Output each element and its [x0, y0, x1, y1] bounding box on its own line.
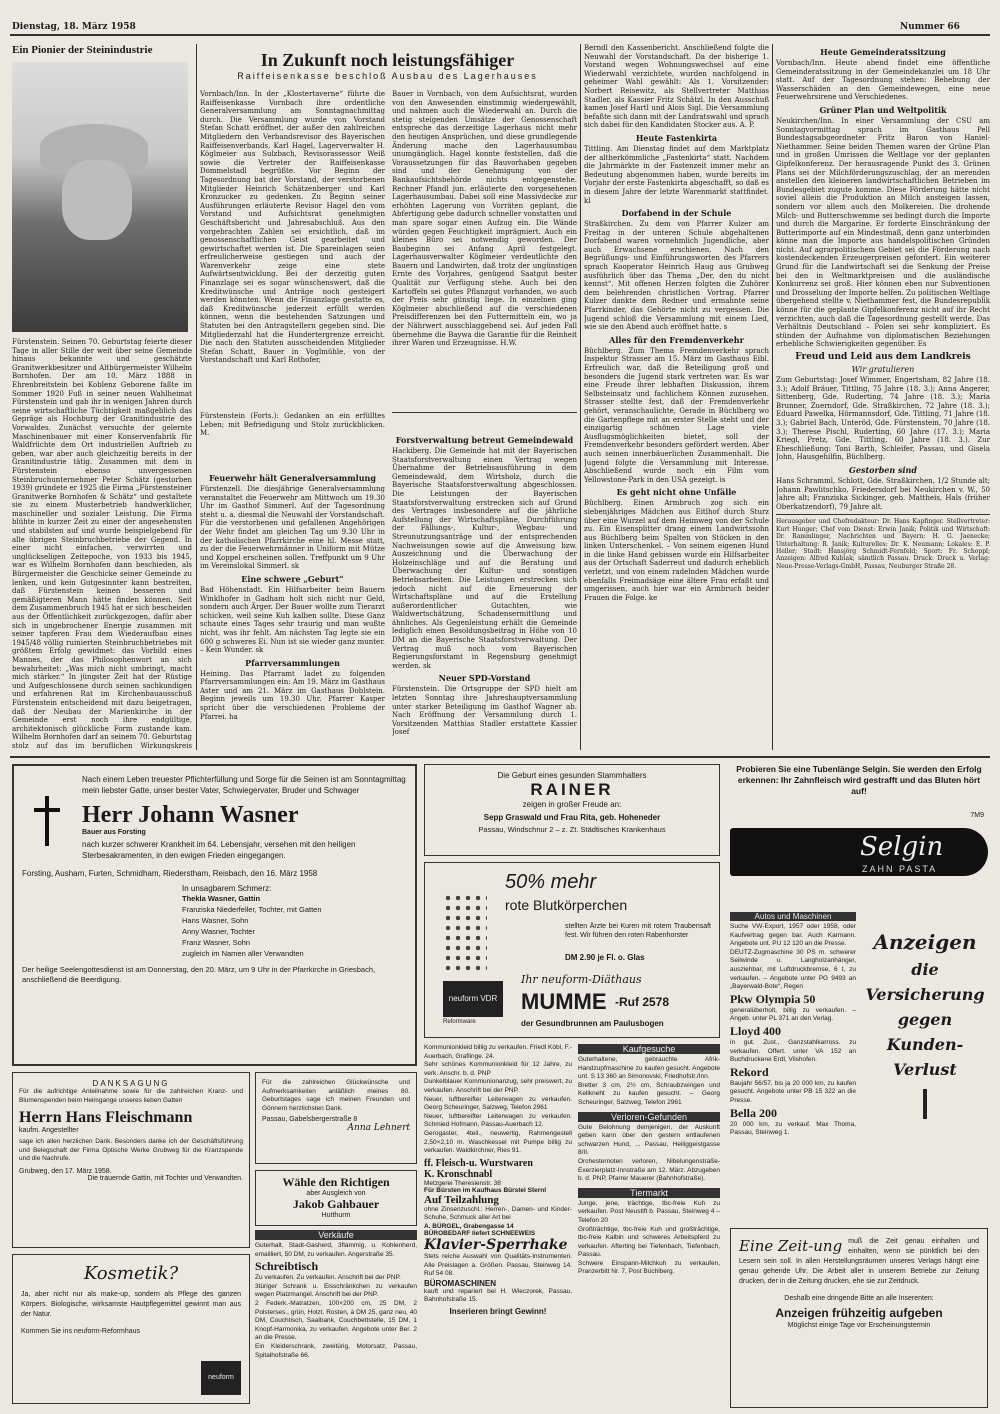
header-rule — [10, 34, 990, 36]
verkaeufe-item: Zu verkaufen. Zu verkaufen. Anschrift bei der PNP. — [255, 1274, 401, 1282]
pioneer-text: Fürstenstein. Seinen 70. Geburtstag feierte dieser Tage in aller Stille der weit über seine Gemeinde hinaus bekannte und geschätzte Granitwerkbesitzer und Altbürgermeister Wilhelm Bornhofen. Der am 10. März 1888 in Ehrenbreitstein bei Koblenz Geborene faßte im Sommer 1920 Fuß in seiner neuen Wahlheimat Fürstenstein und gab ihr in wenigen Jahren durch seine wirtschaftliche Tüchtigkeit maßgeblich das Gepräge als Hochburg der Granitindustrie des Vorwaldes. Zunächst versuchte der gelernte Maschinenbauer mit einer Konservenfabrik für Waldfrüchte dem Ort industriellen Auftrieb zu geben, war aber auch gleichzeitig bereits in der Granitindustrie tätig. Zusammen mit dem in Fürstenstein ebenso unvergessenen Steinbruchunternehmer Peter Schätz (gestorben 1939) gründete er 1925 die Firma „Fürstensteiner Granitwerke Bornhofen & Schätz“ und gestaltete sie zu einem Musterbetrieb handwerklicher, maschineller und sozialer Leistung. Die Firma blühte in kurzer Zeit zu einer der angesehensten und stabilsten auf und wurde beispielgebend für alle übrigen Steinbruchbetriebe der Gegend. In einer nicht einfachen, verwirrten und unglückseligen Zeitepoche, von 1933 bis 1945, war es Wilhelm Bornhofen dann beschieden, als Bürgermeister die Geschicke seiner Gemeinde zu lenken, und kein Gutgesinnter kann bestreiten, daß Fürstenstein keinen besseren und gemäßigteren Mann hätte finden können. Seit dem Zusammenbruch 1945 hat er sich bescheiden aus der Öffentlichkeit zurückgezogen, dafür aber sich in ungebrochener Energie zusammen mit seiner tapferen Frau dem Wiederaufbau eines 1945/48 völlig ruinierten Steinbruchbetriebes mit größtem Erfolg gewidmet: das Vorbild eines Mannes, der das Philosophenwort an sich bewahrheitet: „Was mich nicht umbringt, macht mich stärker.“ In jüngster Zeit hat der Rüstige und Aufgeschlossene durch seinen sachkundigen und erfahrenen Rat im Kirchenbauausschuß Fürstenstein entscheidend mit dazu beigetragen, daß der Neubau der Marienkirche in der Gemeinde erst noch ihre endgültige, architektonisch glückliche Form zustande kam. Wilhelm Bornhofen darf an seinem 70. Geburtstag stolz auf das im beruflichen Wirkungskreis — [12, 338, 192, 749]
rainer-place: Passau, Windschnur 2 – z. Zt. Städtisches Krankenhaus — [478, 825, 666, 834]
wasner-places: Forsting, Ausham, Furten, Schmidham, Riederstham, Reisbach, den 16. März 1958 — [22, 869, 318, 878]
fleischmann-intro: Für die aufrichtige Anteilnahme sowie für die zahlreichen Kranz- und Blumenspenden beim Heimgange unseres lieben Gatten — [19, 1088, 243, 1104]
selgin-text: Probieren Sie eine Tubenlänge Selgin. Sie werden den Erfolg erkennen: Ihr Zahnfleisch wird gestrafft und das Bluten hört auf! — [736, 764, 982, 796]
autos-item: generalüberholt, billig zu verkaufen. – Angeb. unter PL 371 an den Verlag. — [730, 1006, 856, 1023]
gahbauer-line3: Jakob Gahbauer — [292, 1197, 380, 1211]
wasner-role: Bauer aus Forsting — [82, 829, 146, 836]
portrait-photo — [12, 62, 188, 332]
classified-item: Dunkelblauer Kommunionanzug, sehr preiswert, zu verkaufen. Anschrift bei der PNP. — [424, 1078, 572, 1094]
lehnert-text: Für die zahlreichen Glückwünsche und Aufmerksamkeiten anläßlich meines 80. Geburtstages sage ich meinen Freunden und Gönnern herzlichsten Dank. — [262, 1079, 410, 1112]
feuerwehr-article — [200, 470, 385, 750]
spd-title: Neuer SPD-Vorstand — [438, 673, 531, 684]
verloren-item: Orchesternoten verloren, Nibelungenstraße-Exerzierplatz-Innstraße am 12. März. Abzugeben b. d. PNP, Pfarrer Mauerer (Bahnhofstraße). — [578, 1157, 720, 1183]
header-date: Dienstag, 18. März 1958 — [12, 22, 136, 32]
neuform-logo: neuform — [201, 1361, 241, 1395]
mourner: Thekla Wasner, Gattin — [182, 894, 261, 903]
mourner: Franz Wasner, Sohn — [182, 938, 251, 947]
autos-item: Bella 200 — [730, 1105, 777, 1120]
rainer-name: RAINER — [530, 780, 614, 799]
pfarrversammlungen-title: Pfarrversammlungen — [245, 657, 340, 668]
lehnert-sig: Anna Lehnert — [347, 1123, 410, 1134]
autos-header: Autos und Maschinen — [730, 912, 856, 921]
right-classifieds — [578, 1044, 720, 1408]
spd-continued-text: Berndl den Kassenbericht. Anschließend folgte die Neuwahl der Vorstandschaft. Da der bisherige 1. Vorstand wegen Wohnungswechsel auf eine Wiederwahl verzichtete, wurden nachfolgend in geheimer Wahl gewählt: Als 1. Vorsitzender: Norbert Reisewitz, als Stellvertreter Matthias Stadler, als Kassier Fritz Schätzl. In den Ausschuß kamen Josef Hartl und Alois Sigl. Die Versammlung befaßte sich dann mit der Landratswahl und sprach sich dabei für den Kandidaten Stocker aus. A. P. — [584, 44, 769, 130]
autos-item: Suche VW-Export, 1957 oder 1958, oder Kaufvertrag gegen bar. Auch Karmann. Angebote unt. PU 12 120 an die Presse. — [730, 923, 856, 948]
dorfabend-text: Straßkirchen. Zu dem von Pfarrer Kulzer am Freitag in der unteren Schule abgehaltenen Dorfabend waren vornehmlich Jugendliche, aber auch Erwachsene erschienen. Nach den Begrüßungs- und Einführungsworten des Pfarrers sprach Kooperator Heinrich Haug aus Grubweg ausführlich über das Thema „Der, den du nicht kennst“. Mit offenen Herzen folgten die Zuhörer dem belehrenden christlichen Vortrag. Pfarrer Kulzer dankte dem Redner und ermahnte seine Pfarrkinder, das Gehörte nicht zu vergessen. Die Jugend schloß die Versammlung mit einem Lied, wie sie den Abend auch eröffnet hatte. s — [584, 220, 769, 332]
kaufgesuche-header: Kaufgesuche — [578, 1044, 720, 1054]
obituary-wasner — [12, 764, 417, 1066]
kosmetik-end: Kommen Sie ins neuform-Reformhaus — [21, 1328, 141, 1335]
mumme-ad — [424, 862, 720, 1038]
verkaeufe-header: Verkäufe — [255, 1230, 417, 1240]
verkaeufe-item: 3türiger Schrank u. Eisschränkchen zu verkaufen wegen Platzmangel. Anschrift bei der PNP. — [255, 1282, 417, 1299]
imprint-rule — [776, 514, 990, 515]
mourner: Hans Wasner, Sohn — [182, 916, 249, 925]
feuerwehr-title: Feuerwehr hält Generalversammlung — [209, 473, 376, 483]
col4-articles — [584, 44, 769, 750]
tiermarkt-item: Großträchtige, tbc-freie Kuh und großträchtige, tbc-freie Kalbin und schweres Arbeitspferd zu verkaufen. Afterting bei Tiefenbach, Tiefenbach, Passau. — [578, 1225, 720, 1259]
feuerwehr-text: Fürstenzell. Die diesjährige Generalversammlung veranstaltet die Feuerwehr am Mittwoch um 19.30 Uhr im Gasthof Simmerl. Auf der Tagesordnung steht u. a. diesmal die Neuwahl der Vorstandschaft. Für die verstorbenen und gefallenen Angehörigen der Wehr findet am gleichen Tag um 9.30 Uhr in der katholischen Pfarrkirche eine hl. Messe statt, zu der die Feuerwehrmänner in Uniform mit Mütze und Koppel erscheinen sollen. Treffpunkt um 9 Uhr im Vereinslokal Simmerl. sk — [200, 485, 385, 571]
zeitung-title: Eine Zeit-ung — [739, 1237, 843, 1255]
versicherung-l6: Verlust — [893, 1060, 957, 1079]
kronschnabl-ad: K. Kronschnabl — [424, 1168, 493, 1180]
raiffeisen-subtitle: Raiffeisenkasse beschloß Ausbau des Lagerhauses — [237, 71, 538, 81]
mumme-neuform-logo: neuform VDR — [443, 981, 503, 1017]
kaufgesuche-item: Bretter 3 cm, 2½ cm, Schraubzwingen und Kellkneht zu kaufen gesucht. – Georg Scheuringer, Salzweg, Telefon 2961 — [578, 1081, 720, 1106]
header-page-number: Nummer 66 — [900, 22, 960, 32]
wasner-grief: In unsagbarem Schmerz: — [182, 884, 272, 893]
raiffeisen-title: In Zukunft noch leistungsfähiger — [260, 50, 515, 70]
mid-classifieds — [424, 1044, 572, 1408]
fleisch-ad: ff. Fleisch-u. Wurstwaren — [424, 1157, 533, 1169]
selgin-ad — [730, 764, 988, 904]
selgin-tag: 7M9 — [970, 812, 984, 819]
gemeinderat-text: Vornbach/Inn. Heute abend findet eine öffentliche Gemeinderatssitzung in der Gemeindekanzlei um 18 Uhr statt. Auf der Tagesordnung stehen: Behebung der Wasserschäden an den Gemeindewegen, eine neue Feuerwehrsirene und Verschiedenes. — [776, 59, 990, 102]
gemeinderat-title: Heute Gemeinderatssitzung — [820, 47, 946, 57]
rainer-parents: Sepp Graswald und Frau Rita, geb. Hoheneder — [483, 813, 661, 822]
gruener-plan-title: Grüner Plan und Weltpolitik — [819, 104, 947, 115]
unfaelle-title: Es geht nicht ohne Unfälle — [616, 487, 737, 498]
toothpaste-tube — [730, 828, 988, 876]
gruener-plan-text: Neukirchen/Inn. In einer Versammlung der CSU am Sonntagvormittag sprach im Gasthaus Pell Bundestagsabgeordneter Fritz Baron von Haniel-Niethammer. Seine beiden Themen waren der Grüne Plan und in großen Umrissen die Weltlage vor der geplanten Gipfelkonferenz. Der herausragende Punkt des 3. Grünen Plans sei der Milchförderungszuschlag, der an merenden anstellen den kleineren landwirtschaftlichen Betrieben im Bundesgebiet zugute komme. Diese Förderung hätte nicht soviel allein die Produktion an Milch ansteigen lassen, sondern vor allem auch den Molkereien. Die drohende Milch- und Butterschwemme sei bedingt durch die Importe und durch die Margarine. Er forderte Einschränkung der Butterimporte auf ein Mindestmaß, denn ganz unterbinden könne man die Importe aus handelspolitischen Gründen nicht. Auf agrarpolitischem Gebiet sei die Förderung nach kostendeckenden Erzeugerpreisen gefordert. Ein weiterer Grund für die Landwirtschaft sei die Senkung der Preise bei den in Weltmarktpreisen und die ausländische Konkurrenz sei groß. Hier können eben nur Subventionen und Drosselung der Importe helfen. Zu politischen Weltlage übergehend stellte v. Niethammer fest, die Bundesrepublik könne für die geplante Gipfelkonferenz nicht auf ihr Recht verzichten, auch daß die Tagesordnung gestellt werde. Das Verhältnis Deutschland – Polen sei sehr kompliziert. Es stünden der Aufnahme von diplomatischen Beziehungen erhebliche Schwierigkeiten gegenüber. Es — [776, 116, 990, 349]
rainer-birth-ad — [424, 764, 720, 856]
column-rule — [196, 44, 197, 750]
col5-articles — [776, 44, 990, 750]
spd-text: Fürstenstein. Die Ortsgruppe der SPD hielt am letzten Sonntag ihre Jahreshauptversammlung unter starker Beteiligung im Gasthof Wagner ab. Nach Eröffnung der Versammlung durch 1. Vorsitzenden Matthias Stadler erstattete Kassier Josef — [392, 685, 577, 737]
dorfabend-title: Dorfabend in der Schule — [621, 208, 732, 219]
teilzahlung-address: A. BÜRGEL, Grabengasse 14 — [424, 1222, 514, 1230]
raiffeisen-col2: Bauer in Vornbach, von dem Aufsichtsrat, wurden von den Anwesenden einstimmig wiedergewählt, und nahmen auch die Wiederwahl an. Durch die stetig steigenden Umsätze der Genossenschaft entspreche das derzeitige Lagerhaus nicht mehr den heutigen Ansprüchen, und diese grundlegende Änderung mache den Lagerhausumbau unumgänglich. Hagel konnte feststellen, daß die Voraussetzungen für das Bauvorhaben gegeben sind und der Genehmigung von der Bankaufsichtsbehörde nichts entgegenstehe. Rechner Pfandl jun. erläuterte den vorgesehenen Lagerhausumbau. Dabei soll eine Massivdecke zur erhöhten Lagerung von Vorräten geplant, die Abfertigung gebe dadurch schneller vonstatten und man spare sogar einen Aufzug ein. Die Wände würden gegen Feuchtigkeit imprägniert. Auch ein kleines Büro sei notwendig geworden. Der Baubeginn sei Anfang April festgelegt. Lagerhausverwalter Köglmeier verdeutlichte den Bauern und Landwirten, daß trotz der ungünstigen Ernte des Vorjahres, genügend Saatgut bester Qualität zur Verfügung stehe. Auch bei den Kartoffeln sei gutes Pflanzgut vorhanden, wo auch der Preis sehr günstig liege. In einzelnen ging Köglmeier abschließend auf die verschiedenen Preisdifferenzen bei den Futtermitteln ein, wo ja der Nährwert ausschlaggebend sei. Auf jeden Fall übernehme die Baywa die Garantie für die Reinheit ihrer Waren und Erzeugnisse. H.W. — [392, 90, 577, 348]
verkaeufe-item: 2 Federk.-Matratzen, 100×200 cm, 25 DM, 2 Polsterses., grün, Holzt. Rosten, à DM 25, ganz neu, 40 DM, Couchtisch, Saalbank, Couchbettstelle, 15 DM, 1 Knopf-Harmonika, zu verkaufen. Angebote unter Ber. 2 an die Presse. — [255, 1299, 417, 1342]
teilzahlung-ad: Auf Teilzahlung — [424, 1193, 499, 1206]
cross-icon — [34, 796, 60, 846]
fastenkirta-text: Tittling. Am Dienstag findet auf dem Marktplatz der altherkömmliche „Fastenkirta“ statt. Nachdem die Jahrmärkte in der Fastenzeit immer mehr an Bedeutung abgenommen haben, wurde bereits im Vorjahr der erste Fastenkirta abgeschafft, so daß es in diesem Jahre der letzte Warenmarkt stattfindet. kl — [584, 144, 769, 205]
versicherung-l4: gegen — [897, 1010, 953, 1029]
mumme-text: stellten Ärzte bei Kuren mit rotem Traubensaft fest. Wir führen den roten Rabenhorster — [565, 923, 711, 939]
verkaeufe-item: Schreibtisch — [255, 1259, 319, 1274]
freud-leid-title: Freud und Leid aus dem Landkreis — [795, 352, 971, 362]
versicherung-ad — [862, 930, 988, 1210]
versicherung-l2: die — [911, 960, 939, 979]
gratulieren-subtitle: Wir gratulieren — [851, 365, 915, 374]
fleischmann-place: Grubweg, den 17. März 1958. — [19, 1167, 112, 1175]
wasner-text: nach kurzer schwerer Krankheit im 64. Lebensjahr, versehen mit den heiligen Sterbesakramenten, in den ewigen Frieden eingegangen. — [82, 840, 356, 860]
ads-divider — [10, 756, 990, 758]
autos-item: 20 000 km, zu verkauf. Max Thoma, Passau, Steinweg 1. — [730, 1120, 856, 1137]
versicherung-l3: Versicherung — [865, 985, 985, 1004]
kaufgesuche-item: Guterhaltene, gebrauchte Afrik-Handzupfmaschine zu kaufen gesucht. Angebote unt. S 13 360 an Simonovski, Friedhofstr./Inn. — [578, 1056, 720, 1081]
face-shape — [62, 160, 132, 240]
pioneer-title: Ein Pionier der Steinindustrie — [12, 44, 153, 56]
wasner-footer: Der heilige Seelengottesdienst ist am Donnerstag, den 20. März, um 9 Uhr in der Pfarrkirche in Griesbach, anschließend die Beerdigung. — [22, 965, 376, 984]
gestorben-text: Hans Schramml, Schlott, Gde. Straßkirchen, 1/2 Stunde alt; Johann Pawlitschko, Friedersdorf bei Neukirchen v. W., 50 Jahre alt; Franziska Sickinger, geb. Mattheis, Hals (früher Oberkatzendorf), 79 Jahre alt. — [776, 476, 990, 511]
mumme-headline: 50% mehr — [505, 871, 597, 893]
danksagung-lehnert — [255, 1072, 417, 1164]
geburt-text: Bad Höhenstadt. Ein Hilfsarbeiter beim Bauern Winklhofer in Gadham holt sich nicht nur Geld, sondern auch Ärger. Der Bauer wollte zum Tierarzt schicken, weil seine Kuh kalben sollte. Diese Ganz schaute eines Tages sehr traurig und man wußte nicht, was ihr fehlt. Am nächsten Tag legte sie ein 600 g schweres Ei. Nun ist sie wieder ganz munter. – Kein Wunder. sk — [200, 585, 385, 655]
versicherung-l5: Kunden- — [886, 1035, 964, 1054]
fremdenverkehr-text: Büchlberg. Zum Thema Fremdenverkehr sprach Inspektor Strasser am 15. März im Gasthaus Eibl. Erfreulich war, daß die Beteiligung groß und besonders die Jugend stark vertreten war. Es war eine Freude ihrer lebhaften Diskussion, ihrem Selbsteinsatz und fachlichem Können zuzusehen. Strasser stellte fest, daß der Fremdenverkehr gehört, veranschaulichte, Gerade in Büchlberg wo die Gartenpflege mit an erster Stelle steht und der einzigartig schönen Lage viele Ausflugsmöglichkeiten bietet, soll der Fremdenverkehr besonders gefördert werden. Aber auch seinen innerbäuerlichen Zusammenhalt. Die Jugend folgte die Versammlung mit Interesse. Abschließend wurde noch ein Film vom Yellowstone-Park in den USA gezeigt. is — [584, 346, 769, 484]
bueromaschinen-text: kauft und repariert bei H. Wieczorek, Passau, Bahnhofstraße 15. — [424, 1287, 572, 1304]
tiermarkt-item: Schwere Einspann-Milchkuh zu verkaufen, Pranzerbitt Nr. 7, Post Büchlberg. — [578, 1259, 720, 1276]
gahbauer-line4: Hutthurm — [321, 1212, 351, 1219]
mumme-sub: rote Blutkörperchen — [505, 897, 628, 913]
autos-item: Rekord — [730, 1064, 769, 1079]
wasner-intro: Nach einem Leben treuester Pflichterfüllung und Sorge für die Seinen ist am Sonntagmittag mein liebster Gatte, unser bester Vater, Schwiegervater, Bruder und Schwager — [82, 775, 406, 795]
teilzahlung-text: ohne Zinsenzuschl.: Herren-, Damen- und Kinder-Schuhe, Schmuck aller Art bei — [424, 1205, 572, 1222]
gestorben-title: Gestorben sind — [849, 464, 917, 475]
fleischmann-header: DANKSAGUNG — [92, 1079, 170, 1088]
pioneer-text-continued: Fürstenstein (Forts.): Gedanken an ein erfülltes Leben; mit Befriedigung und Stolz zurückblicken. M. — [200, 412, 385, 438]
raiffeisen-rule — [392, 412, 577, 413]
mumme-price: DM 2.90 je Fl. o. Glas — [565, 953, 645, 962]
mumme-sig: Ihr neuform-Diäthaus — [521, 973, 642, 986]
wasner-mourners — [182, 893, 407, 959]
classified-item: Neuer, luftbereifter Leiterwagen zu verkaufen. Schmied Hofmann, Passau-Auerbach 12. — [424, 1112, 572, 1129]
rainer-intro: Die Geburt eines gesunden Stammhalters — [497, 771, 647, 780]
umbrella-icon — [923, 1089, 927, 1119]
tiermarkt-item: Junge, jene, trächtige, tbc-freie Kuh zu verkaufen. Post Neustift b. Passau, Steinweg 4 – Telefon 20 — [578, 1199, 720, 1224]
fremdenverkehr-title: Alles für den Fremdenverkehr — [609, 334, 744, 345]
mumme-phone: -Ruf 2578 — [615, 995, 670, 1009]
classified-item: Kommunionkleid billig zu verkaufen. Friedl Köbl, F.-Auerbach, Graflinge. 24. — [424, 1044, 572, 1060]
imprint-text: Herausgeber und Chefredakteur: Dr. Hans Kapfinger. Stellvertreter: Kurt Hunger; Chef vom Dienst: Erwin Janik; Politik und Wirtschaft: Dr. Rammlinger, Nachrichten und Bayern: H. G. Jaenecke; Unterhaltung: R. Janik; Kulturelles: Dr. K. Neumann; Lokales: E. P. Heller; Stadt: Hansjörg Schmidt-Fernfeld; Sport: Fr. Schoppl; Anzeigen: Alfred Kubiak; sämtlich Passau. Druck: Druck u. Verlag: Neue-Presse-Verlags-GmbH, Passau, Neuburger Straße 28. — [776, 518, 990, 570]
forst-article — [392, 432, 577, 750]
classified-item: Gerogaster, 4teil., neuwertig, Rahmengestell 2,50×2,10 m. Waschkessel mit Pumpe billig zu verkaufen. Waldkirchner, Ries 91. — [424, 1129, 572, 1155]
verloren-header: Verloren-Gefunden — [578, 1112, 720, 1122]
fastenkirta-title: Heute Fastenkirta — [635, 132, 718, 143]
autos-item: Pkw Olympia 50 — [730, 991, 816, 1006]
autos-item: in gut. Zust., Ganzstahlkarross. zu verkaufen. Offert. unter VA 152 an Buchdruckerei Erdl, Vilshofen. — [730, 1038, 856, 1064]
gratulieren-text: Zum Geburtstag: Josef Wimmer, Engertsham, 82 Jahre (18. 3.); Adolf Bräuer, Tittling, 75 Jahre (18. 3.); Anna Angerer, Sittenberg, Gde. Ruderting, 74 Jahre (18. 3.); Maria Brunner, Zuerndorf, Gde. Straßkirchen, 72 Jahre (18. 3.); Eduard Pawelka, Hörmannsdorf, Gde. Tittling, 71 Jahre (18. 3.); Gabriel Bach, Unteröd, Gde. Fürstenstein, 70 Jahre (18. 3.); Therese Pischl, Ruderting, 60 Jahre (17. 3.); Maria Kriegl, Pretz, Gde. Tittling, 60 Jahre (18. 3.). Zur Eheschließung: Toni Barth, Schleifer, Passau, und Gisela John, Hausgehilfin, Büchlberg. — [776, 376, 990, 462]
buerstel-ad: Für Bürsten im Kaufhaus Bürstel Sternl — [424, 1186, 547, 1194]
zeitung-small: Möglichst einige Tage vor Erscheinungstermin — [787, 1322, 931, 1329]
tiermarkt-header: Tiermarkt — [578, 1188, 720, 1198]
fleischmann-role: kaufm. Angestellter — [19, 1127, 79, 1135]
kronschnabl-address: Metzgerei Theresienstr. 38 — [424, 1179, 501, 1187]
fleischmann-sig: Die trauernde Gattin, mit Tochter und Verwandten. — [87, 1174, 243, 1182]
forst-title: Forstverwaltung betreut Gemeindewald — [395, 435, 574, 445]
pioneer-article — [12, 44, 192, 749]
column-rule — [580, 44, 581, 750]
zeitung-bold: Anzeigen frühzeitig aufgeben — [775, 1306, 943, 1320]
gahbauer-ad — [255, 1170, 417, 1226]
raiffeisen-col1: Vornbach/Inn. In der „Klostertaverne“ führte die Raiffeisenkasse Vornbach ihre ordentliche Generalversammlung am Sonntagnachmittag durch. Die Versammlung wurde von Vorstand Stefan Schatt eröffnet, der außer den zahlreichen Mitgliedern den Verbandsrevisor des Bayerischen Raiffeisenverbands, Karl Hagel, Lagerverwalter H. Köglmeier aus Sulzbach, Revisorassessor Weiß sowie die Vertreter der Raiffeisenkasse Dommelstadl begrüßte. Vor Beginn der Tagesordnung bat der Vorstand, der verstorbenen Mitglieder Heinrich Schätzenberger und Karl Kronzucker zu gedenken. Zu Beginn seiner Ausführungen erläuterte Revisor Hagel den vom Vorstand und Aufsichtsrat genehmigten Geschäftsbericht und Jahresabschluß. Aus den vorgebrachten Zahlen sei ersichtlich, daß im genossenschaftlichen Geist gearbeitet und gewirtschaftet werden ist. Die Spareinlagen seien erfreulicherweise gestiegen und auch der Warenverkehr zeige eine stete Aufwärtsentwicklung. Bei der derzeitig guten Finanzlage sei es sogar wünschenswert, daß die Kreditwünsche und Anträge noch gesteigert werden könnten. Wenn die Finanzlage gestatte es, daß Kreditwünsche jederzeit erfüllt werden können, wenn die bestehenden Satzungen und Statuten bei den Antragstellern gegeben sind. Die Mitgliederzahl hat die Hundertergrenze erreicht. Die nach den Statuten ausscheidenden Mitglieder Stefan Schatt, Bauer in Voglmühle, von der Vorstandschaft und Karl Rothofer, — [200, 90, 385, 365]
pfarrversammlungen-text: Heining. Das Pfarramt ladet zu folgenden Pfarrversammlungen ein: Am 19. März im Gasthaus Aster und am 21. März im Gasthaus Doblstein. Beginn jeweils um 19.30 Uhr. Pfarrer Kasper spricht über die verschiedenen Probleme der Pfarrei. ha — [200, 669, 385, 721]
unfaelle-text: Büchlberg. Einen Armbruch zog sich ein siebenjähriges Mädchen aus Eitlhof durch Sturz über eine Wurzel auf dem Heimweg von der Schule zu. Ein Eisensplitter drang einem Landwirtssohn aus Büchlberg beim Spalten von Stöcken in den linken Unterschenkel. – Von seinem eigenen Hund in die linke Hand gebissen wurde ein Hilfsarbeiter aus der Ortschaft Saderreut und dadurch erheblich verletzt, und von einem radelnden Mädchen wurde ebenfalls Freimadsäge eine ältere Frau erfaßt und umgerissen, auch hier war ein Armbruch beider Frauen die Folge. ke — [584, 499, 769, 602]
mourner: zugleich im Namen aller Verwandten — [182, 949, 304, 958]
classified-item: Neuer, luftbereifter Leiterwagen zu verkaufen. Georg Scheuringer, Salzweg, Telefon 2961 — [424, 1095, 572, 1112]
fleischmann-text: sage ich allen herzlichen Dank. Besonders danke ich der Geschäftsführung und Belegschaft der Firma Optische Werke Grubweg für die Kranzspende und die Nachrufe. — [19, 1138, 243, 1163]
autos-item: Lloyd 400 — [730, 1023, 782, 1038]
autos-section — [730, 912, 856, 1222]
selgin-sub: ZAHN PASTA — [862, 864, 938, 874]
zeitung-ad — [730, 1228, 988, 1408]
mourner: Anny Wasner, Tochter — [182, 927, 255, 936]
gahbauer-line2: aber Ausgleich von — [306, 1190, 366, 1197]
forst-text: Hackiberg. Die Gemeinde hat mit der Bayerischen Staatsforstverwaltung einen Vertrag wegen Übernahme der Betriebsausführung in dem Gemeindewald, dem Wirtsholz, durch die Bayerische Staatsforstverwaltung abgeschlossen. Die Leistungen der Bayerischen Staatsforstverwaltung erstrecken sich auf Grund des Vertrages insbesondere auf die jährliche Aufstellung der Wirtschaftspläne, Durchführung der Fällungs-, Kultur-, Wegbau- und Streunutzungsanträge und der entsprechenden Nachweisungen sowie auf die Anweisung bzw. Auszeichnung und die Überwachung der Holzeinschläge und auf die Beratung und Überwachung der Kultur- und sonstigen Betriebsarbeiten. Die Leistungen erstrecken sich jedoch nicht auf die Erneuerung der Wirtschaftspläne und auf die Erstellung außerordentlicher Gutachten, wie Waldwertschätzung, Schadensermittlung und ähnliches. Als Gegenleistung erhält die Gemeinde lediglich einen Besoldungsbeitrag in Höhe von 10 DM an die Bayerische Staatsforstverwaltung. Der Vertrag muß noch vom Bayerischen Regierungsforstamt in Regensburg genehmigt werden. sk — [392, 447, 577, 670]
verkaeufe-item: Guterhalt. Stadt-Gasherd, 3flammig, u. Kohlenherd, emailliert, 50 DM, zu verkaufen. Angerstraße 35. — [255, 1242, 417, 1258]
kosmetik-ad — [12, 1254, 250, 1404]
klavier-text: Stets reiche Auswahl von Qualitäts-Instrumenten. Alle Preislagen a. Größen. Passau, Steinweg 14. Ruf 54 08. — [424, 1252, 572, 1278]
autos-item: DEUTZ-Zugmaschine 30 PS m. schwerer Seilwinde u. Langholzanhänger, ausziehbar, mit Luftdruckbremse, 6 t, zu verkaufen. – Angebote unter PG 9493 an „Bayerwald-Bote“, Regen — [730, 948, 856, 991]
geburt-title: Eine schwere „Geburt“ — [241, 573, 344, 584]
klavier-ad: Klavier-Sperrhake — [424, 1236, 568, 1253]
zeitung-text: muß die Zeit genau einhalten und einhalten, wenn sie pünktlich bei den Lesern sein soll. In allen Herstellungsräumen unseres Verlags hängt eine genau gehende Uhr. Die Arbeit aller in unserem Betriebe zur Zeitung drucken, der in die Zeitung drucken, ehe sie zur Zeitdruck. — [739, 1238, 979, 1285]
classified-item: Sehr schönes Kommunionkleid für 12 Jahre, zu verk. Anschr. b. d. PNP — [424, 1061, 572, 1077]
column-rule — [772, 44, 773, 750]
verkaeufe-item: Ein Kleiderschrank, zweitürig, Motorsatz, Passau, Spitalhofstraße 66. — [255, 1342, 417, 1359]
buerobedarf-ad: BÜROBEDARF liefert SCHNEEWEIS — [424, 1229, 536, 1237]
verloren-item: Gute Belohnung demjenigen, der Auskunft geben kann über den gestern entlaufenen schwarzen Hund, ... Passau, Heiliggeistgasse 8/II. — [578, 1123, 720, 1157]
selgin-brand: Selgin — [860, 832, 944, 862]
rainer-line2: zeigen in großer Freude an: — [522, 800, 622, 809]
mumme-name: MUMME — [521, 989, 607, 1014]
verkaeufe-section — [255, 1230, 417, 1410]
mumme-reformware: Reformware — [443, 1019, 476, 1025]
mourner: Franziska Niederfeller, Tochter, mit Gatten — [182, 905, 322, 914]
autos-item: Baujahr 56/57, bis ja 20 000 km, zu kaufen gesucht. Angebote unter PB 15 322 an die Presse. — [730, 1079, 856, 1104]
lehnert-place: Passau, Gabelsbergerstraße 8 — [262, 1116, 358, 1124]
grape-dots — [443, 893, 487, 973]
kosmetik-title: Kosmetik? — [83, 1263, 179, 1284]
mumme-bottom: der Gesundbrunnen am Paulusbogen — [521, 1019, 664, 1028]
inserieren-cta: Inserieren bringt Gewinn! — [449, 1306, 547, 1316]
gahbauer-line1: Wähle den Richtigen — [282, 1175, 390, 1189]
bueromaschinen-ad: BÜROMASCHINEN — [424, 1278, 496, 1288]
raiffeisen-header — [200, 50, 575, 84]
fleischmann-name: Herrn Hans Fleischmann — [19, 1109, 193, 1127]
wasner-name: Herr Johann Wasner — [82, 802, 299, 828]
kosmetik-text: Ja, aber nicht nur als make-up, sondern als Pflege des ganzen Körpers. Biologische, wirksamste Hautpflegemittel gewinnt man aus der Natur. — [21, 1291, 241, 1318]
danksagung-fleischmann — [12, 1072, 250, 1248]
zeitung-cta: Deshalb eine dringende Bitte an alle Inserenten: — [784, 1295, 934, 1302]
versicherung-l1: Anzeigen — [873, 930, 977, 954]
